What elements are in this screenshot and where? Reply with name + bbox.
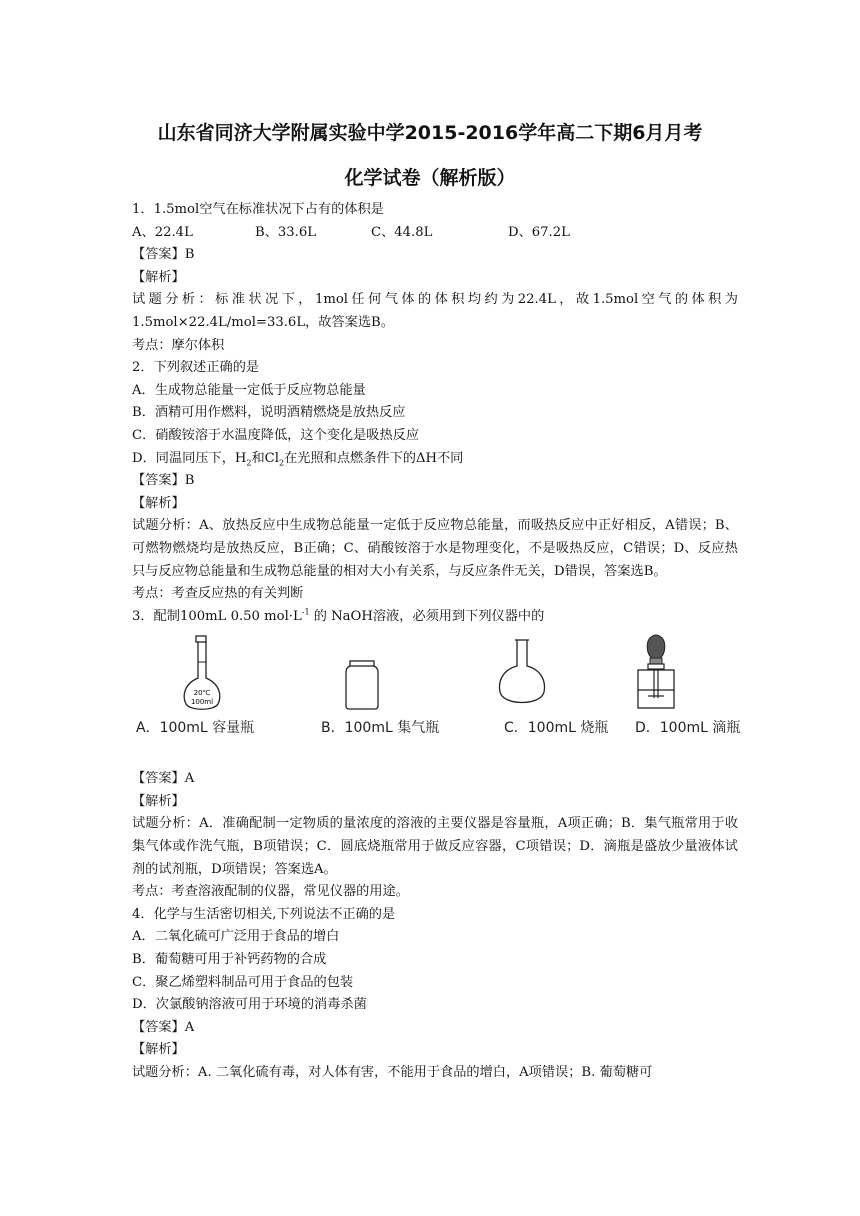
q4-option-a: A．二氧化硫可广泛用于食品的增白 xyxy=(132,929,340,945)
q1-option-d: D、67.2L xyxy=(508,224,570,240)
q2-analysis: 试题分析：A、放热反应中生成物总能量一定低于反应物总能量，而吸热反应中正好相反，A错误；B、可燃物燃烧均是放热反应，B正确；C、硝酸铵溶于水是物理变化，不是吸热反应，C错误；D、反应热只与反应物总能量和生成物总能量的相对大小有关系，与反应条件无关，D错误，答案选B。 xyxy=(132,518,738,579)
q1-options xyxy=(132,222,738,245)
q4-analysis-label: 【解析】 xyxy=(132,1042,185,1058)
round-bottom-flask-icon xyxy=(496,638,548,712)
q4-analysis: 试题分析：A. 二氧化硫有毒，对人体有害，不能用于食品的增白，A项错误；B. 葡萄糖可 xyxy=(132,1065,653,1080)
q2-option-d: D．同温同压下，$H_2$和$Cl_2$在光照和点燃条件下的ΔH不同 xyxy=(132,450,464,468)
svg-text:100ml: 100ml xyxy=(190,698,214,707)
q3-apparatus-figure xyxy=(132,634,741,758)
q4-option-d: D．次氯酸钠溶液可用于环境的消毒杀菌 xyxy=(132,997,367,1013)
document-body xyxy=(132,199,741,1085)
q1-analysis-label: 【解析】 xyxy=(132,269,185,285)
q1-option-c: C、44.8L xyxy=(371,224,433,240)
q4-option-b: B．葡萄糖可用于补钙药物的合成 xyxy=(132,952,327,968)
dropper-bottle-icon xyxy=(634,634,678,714)
figure-caption-d: D．100mL 滴瓶 xyxy=(635,720,741,737)
q2-stem: 2．下列叙述正确的是 xyxy=(132,360,260,376)
figure-caption-a: A．100mL 容量瓶 xyxy=(136,720,255,737)
q4-option-c: C．聚乙烯塑料制品可用于食品的包装 xyxy=(132,974,354,990)
q2-kaodian: 考点：考查反应热的有关判断 xyxy=(132,586,304,602)
q3-kaodian: 考点：考查溶液配制的仪器，常见仪器的用途。 xyxy=(132,884,409,900)
q4-answer: 【答案】A xyxy=(132,1019,195,1035)
q1-stem: 1．1.5mol空气在标准状况下占有的体积是 xyxy=(132,202,384,217)
q3-analysis: 试题分析：A．准确配制一定物质的量浓度的溶液的主要仪器是容量瓶，A项正确；B．集气瓶常用于收集气体或作洗气瓶，B项错误；C．圆底烧瓶常用于做反应容器，C项错误；D．滴瓶是盛放少量液体试剂的试剂瓶，D项错误；答案选A。 xyxy=(132,816,738,877)
q1-analysis: 试题分析：标准状况下，1mol任何气体的体积均约为22.4L，故1.5mol空气的体积为1.5mol×22.4L/mol=33.6L，故答案选B。 xyxy=(132,292,738,330)
figure-caption-b: B．100mL 集气瓶 xyxy=(321,720,440,737)
q4-stem: 4．化学与生活密切相关,下列说法不正确的是 xyxy=(132,906,396,922)
page-subtitle: 化学试卷（解析版） xyxy=(344,167,516,189)
q3-stem: 3．配制100mL 0.50 $mol\cdot L^{-1}$ 的 NaOH溶液，必须用到下列仪器中的 xyxy=(132,607,545,624)
svg-text:20℃: 20℃ xyxy=(193,689,211,698)
q1-option-b: B、33.6L xyxy=(255,224,316,240)
q1-kaodian: 考点：摩尔体积 xyxy=(132,337,225,353)
q1-option-a: A、22.4L xyxy=(132,224,193,240)
volumetric-flask-icon xyxy=(174,634,230,714)
q1-answer: 【答案】B xyxy=(132,247,195,263)
q2-option-a: A．生成物总能量一定低于反应物总能量 xyxy=(132,382,366,398)
q3-answer: 【答案】A xyxy=(132,771,195,787)
page-title: 山东省同济大学附属实验中学2015-2016学年高二下期6月月考 xyxy=(157,122,703,144)
figure-caption-c: C．100mL 烧瓶 xyxy=(504,720,609,737)
q2-option-c: C．硝酸铵溶于水温度降低，这个变化是吸热反应 xyxy=(132,427,420,443)
q2-answer: 【答案】B xyxy=(132,473,195,489)
gas-jar-icon xyxy=(342,660,382,710)
q2-analysis-label: 【解析】 xyxy=(132,495,185,511)
q3-analysis-label: 【解析】 xyxy=(132,793,185,809)
q2-option-b: B．酒精可用作燃料，说明酒精燃烧是放热反应 xyxy=(132,405,406,421)
